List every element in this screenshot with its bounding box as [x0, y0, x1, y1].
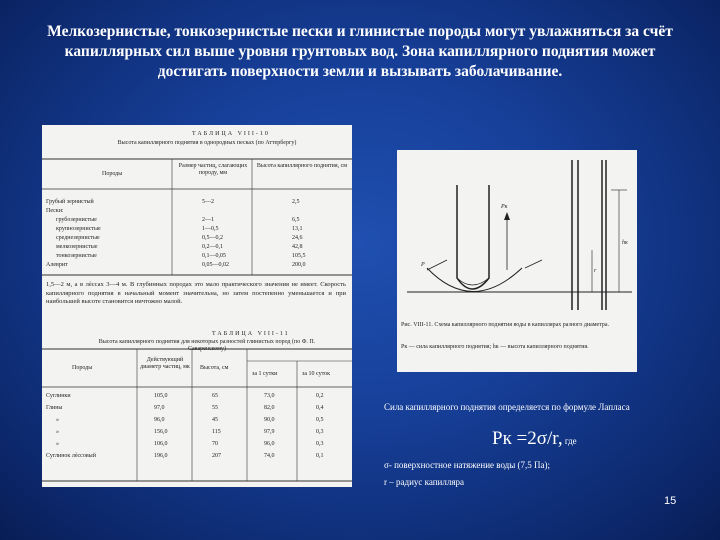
figure-caption: Рис. VIII-11. Схема капиллярного поднятия воды в капиллярах разного диаметра. [401, 322, 610, 328]
table2-header-2: Высота, см [200, 365, 229, 371]
scan-paragraph: 1,5—2 м, а в лѐссах 3—4 м. В глубинных породах это мало практического значения не имеет. Скорость капиллярного поднятия в начальный момент значительна, но затем постепенно уменьшается и при наибольшей высоте становится ничтожно малой. [46, 281, 346, 305]
page-number: 15 [664, 495, 677, 507]
table1-row: Пески: [46, 208, 64, 214]
table2-header-4: за 10 суток [302, 371, 331, 377]
table1-cell: 5—2 [202, 199, 214, 205]
table2-header-1: Действующий диаметр частиц, мк [140, 357, 190, 370]
table2-row: » [56, 429, 59, 435]
table2-cell: 0,5 [316, 417, 324, 423]
table2-header-0: Породы [72, 365, 93, 371]
table2-cell: 97,0 [154, 405, 165, 411]
table2-header-3: за 1 сутки [252, 371, 278, 377]
table2-cell: 207 [212, 453, 221, 459]
table2-cell: 73,0 [264, 393, 275, 399]
table1-cell: 0,5—0,2 [202, 235, 223, 241]
table2-cell: 55 [212, 405, 218, 411]
table1-cell: 6,5 [292, 217, 300, 223]
table1-row: тонкозернистые [56, 253, 97, 259]
figure-legend: Pк — сила капиллярного поднятия; hк — высота капиллярного поднятия. [401, 344, 589, 350]
table2-subtitle: Высота капиллярного поднятия для некоторых разностей глинистых пород (по Ф. П. Саваренскому) [98, 339, 316, 352]
laplace-formula [492, 428, 577, 450]
table2-cell: 0,2 [316, 393, 324, 399]
table2-cell: 74,0 [264, 453, 275, 459]
formula-main: Pк =2σ/r, [492, 428, 563, 449]
table2-cell: 196,0 [154, 453, 168, 459]
table1-cell: 13,1 [292, 226, 303, 232]
table2-cell: 0,1 [316, 453, 324, 459]
table2-cell: 97,9 [264, 429, 275, 435]
table2-cell: 65 [212, 393, 218, 399]
table2-row: » [56, 417, 59, 423]
table1-cell: 200,0 [292, 262, 306, 268]
capillary-diagram [397, 150, 637, 372]
table2-cell: 106,0 [154, 441, 168, 447]
table1-caption: ТАБЛИЦА VIII-10 [192, 131, 270, 137]
table2-cell: 45 [212, 417, 218, 423]
table1-row: крупнозернистые [56, 226, 101, 232]
capillary-diagram-image [397, 150, 637, 372]
table2-row: Глины [46, 405, 63, 411]
table1-cell: 105,5 [292, 253, 306, 259]
table2-row: Суглинки [46, 393, 71, 399]
table1-row: Алеврит [46, 262, 68, 268]
table2-cell: 105,0 [154, 393, 168, 399]
table1-header-2: Высота капиллярного поднятия, см [256, 163, 348, 169]
table1-cell: 0,1—0,05 [202, 253, 226, 259]
table2-cell: 115 [212, 429, 221, 435]
table1-cell: 2,5 [292, 199, 300, 205]
table2-cell: 156,0 [154, 429, 168, 435]
sigma-definition: σ- поверхностное натяжение воды (7,5 Па); [384, 460, 551, 470]
table1-row: грубозернистые [56, 217, 97, 223]
table1-cell: 24,6 [292, 235, 303, 241]
diagram-label-p: P [421, 262, 425, 268]
table2-caption: ТАБЛИЦА VIII-11 [212, 331, 290, 337]
radius-definition: r – радиус капилляра [384, 477, 464, 487]
table2-row: Суглинок лѐссовый [46, 453, 96, 459]
table2-cell: 82,0 [264, 405, 275, 411]
table1-header-1: Размер частиц, слагающих породу, мм [178, 163, 248, 176]
table2-cell: 90,0 [264, 417, 275, 423]
table2-row: » [56, 441, 59, 447]
table1-cell: 0,2—0,1 [202, 244, 223, 250]
table2-cell: 0,4 [316, 405, 324, 411]
scanned-tables-image [42, 125, 352, 487]
diagram-label-hk: hк [622, 240, 628, 246]
diagram-label-pk: Pк [501, 204, 508, 210]
table1-cell: 1—0,5 [202, 226, 219, 232]
table1-cell: 0,05—0,02 [202, 262, 229, 268]
table2-cell: 0,3 [316, 441, 324, 447]
table2-cell: 0,3 [316, 429, 324, 435]
table1-cell: 42,8 [292, 244, 303, 250]
table1-header-0: Породы [102, 171, 123, 177]
table1-row: среднезернистые [56, 235, 100, 241]
laplace-intro: Сила капиллярного поднятия определяется по формуле Лапласа [384, 402, 630, 412]
table2-cell: 96,0 [154, 417, 165, 423]
table2-cell: 96,0 [264, 441, 275, 447]
diagram-label-r: r [594, 268, 597, 274]
table1-subtitle: Высота капиллярного поднятия в однородных песках (по Аттербергу) [117, 140, 297, 146]
formula-tail: где [562, 436, 577, 446]
table1-cell: 2—1 [202, 217, 214, 223]
table1-row: мелкозернистые [56, 244, 98, 250]
table1-row: Грубый зернистый [46, 199, 94, 205]
table2-cell: 70 [212, 441, 218, 447]
slide-title: Мелкозернистые, тонкозернистые пески и глинистые породы могут увлажняться за счёт капиллярных сил выше уровня грунтовых вод. Зона капиллярного поднятия может достигать поверхности земли и вызывать заболачивание. [47, 23, 673, 80]
